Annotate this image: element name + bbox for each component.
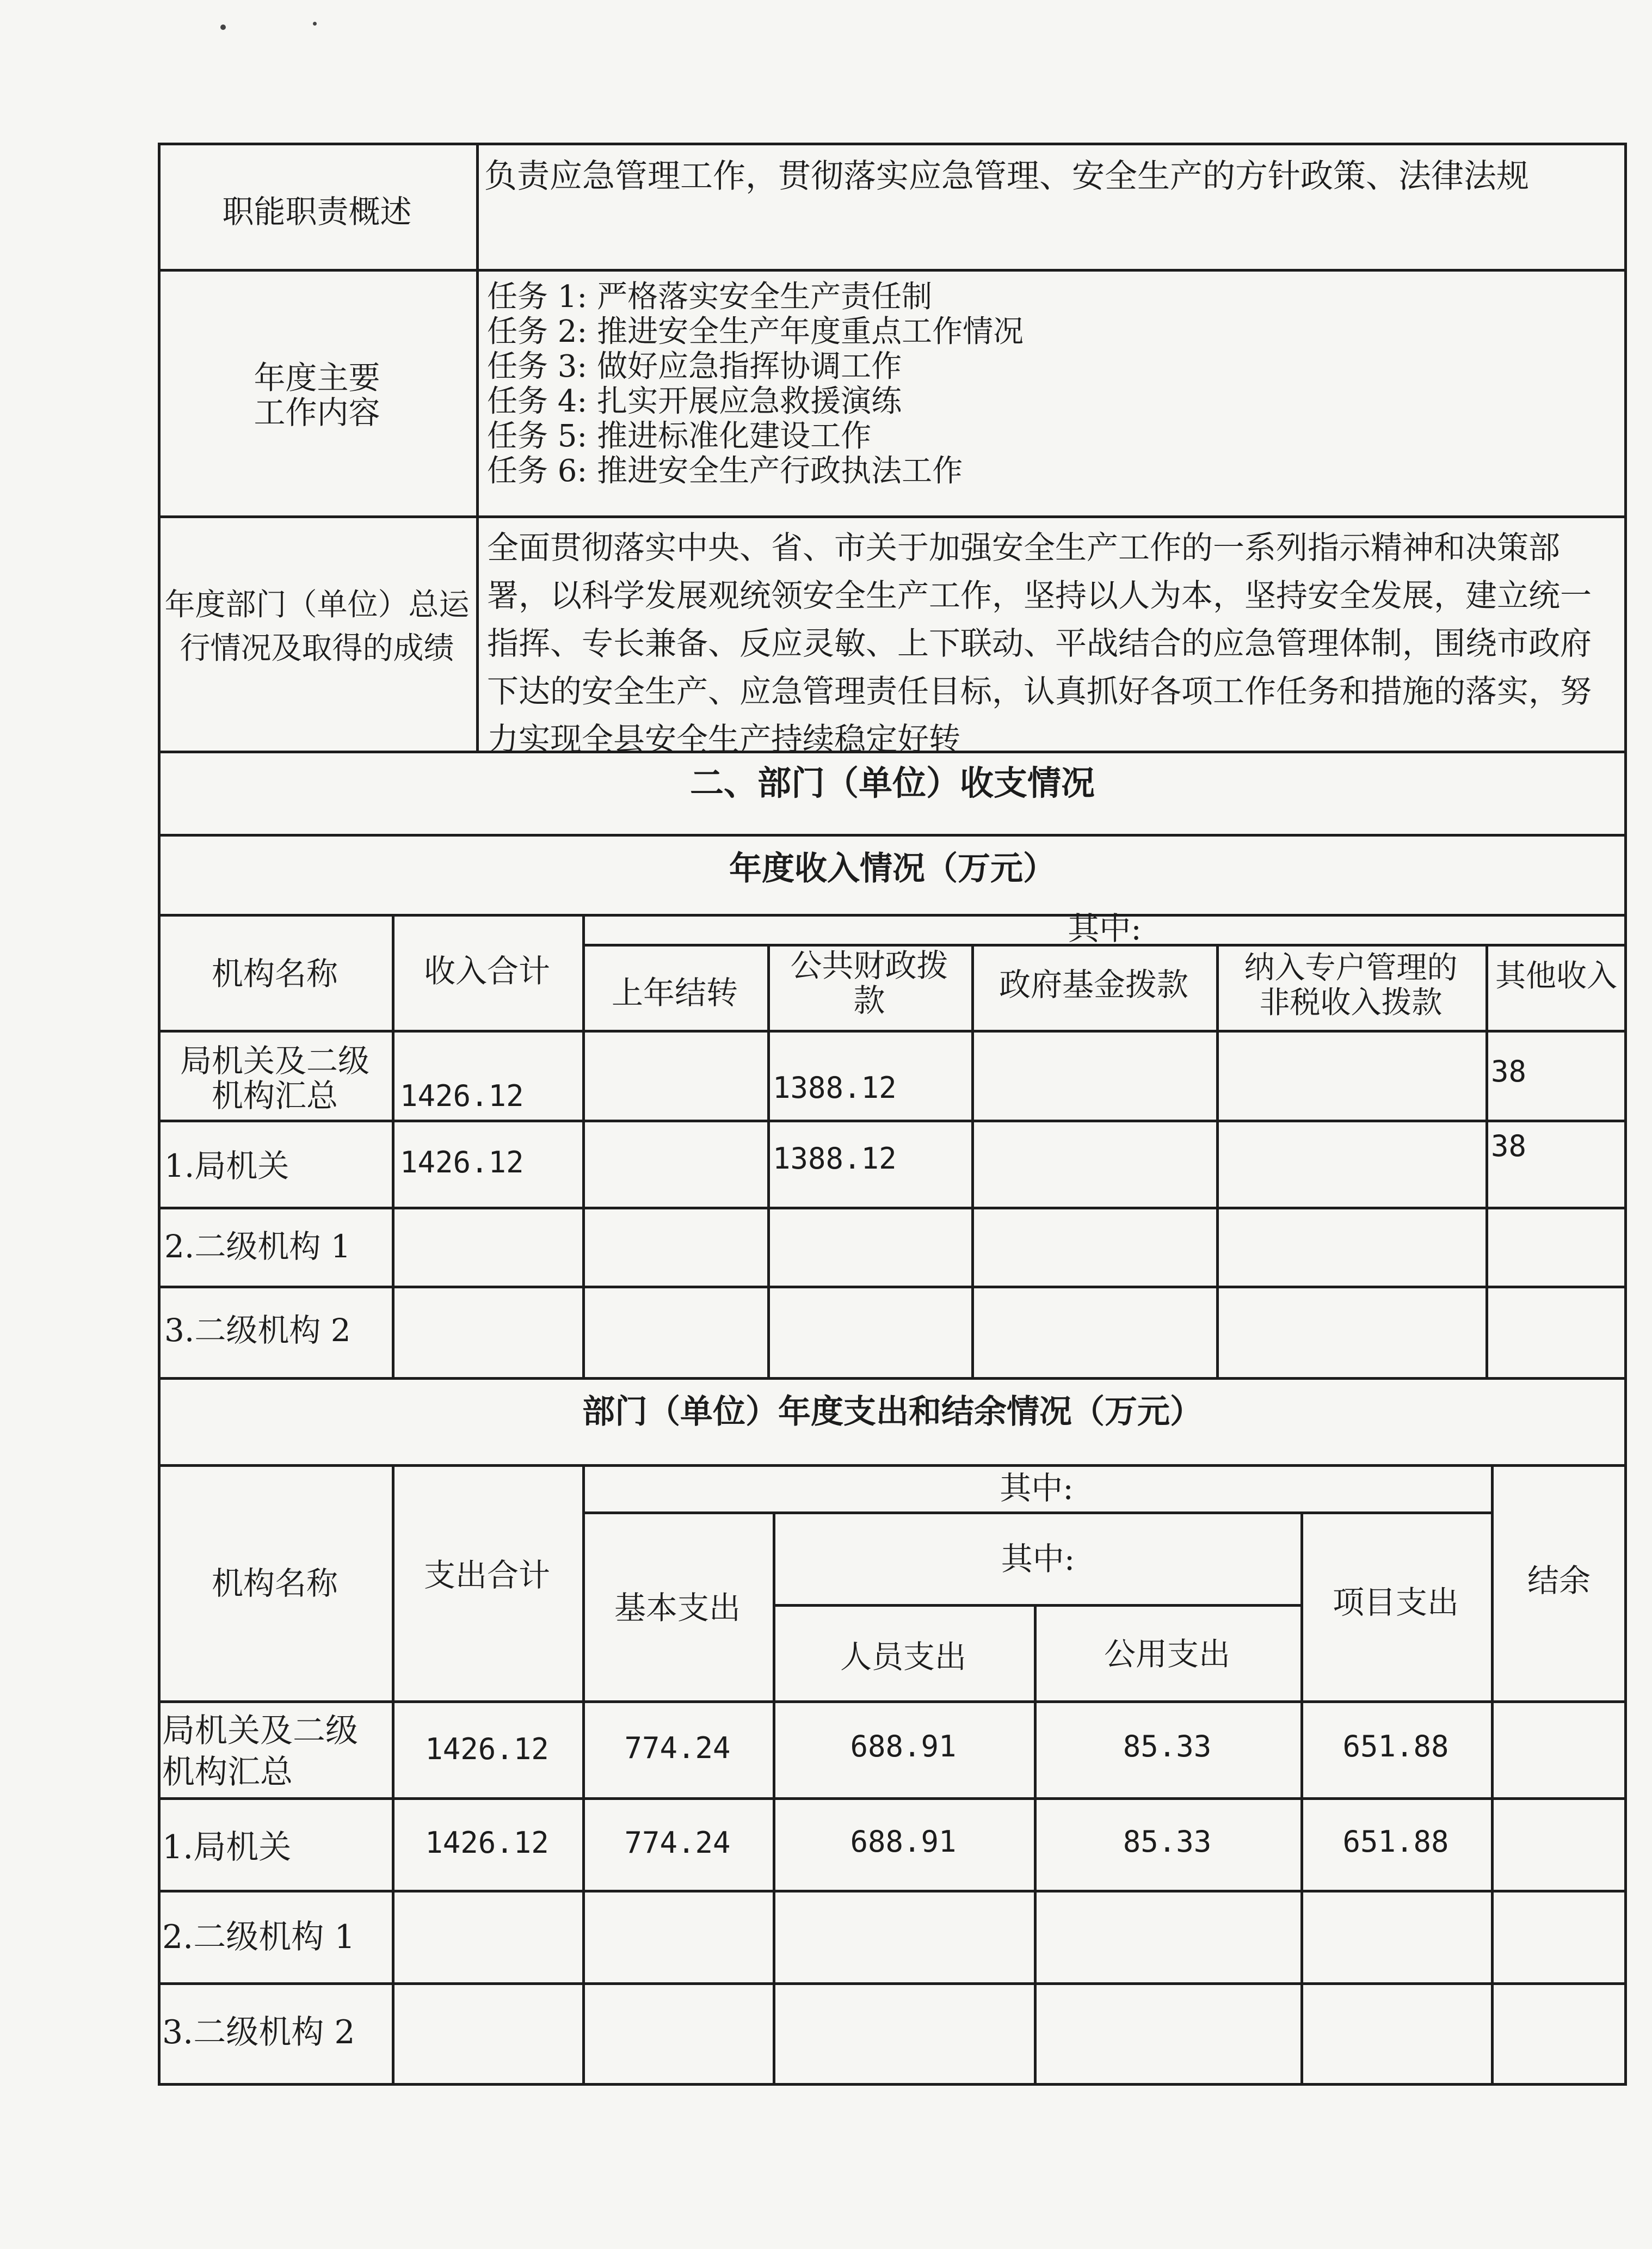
task-item: 任务 5: 推进标准化建设工作 [487, 419, 872, 454]
expense-header-project: 项目支出 [1332, 1584, 1459, 1621]
task-item: 任务 4: 扎实开展应急救援演练 [487, 384, 902, 419]
income-row-public: 1388.12 [773, 1141, 897, 1176]
income-header-other: 其他收入 [1495, 958, 1617, 994]
income-header-public-fiscal [767, 948, 971, 1018]
expense-row-total: 1426.12 [425, 1826, 549, 1860]
report-table [158, 143, 1627, 2086]
expense-row-basic: 774.24 [624, 1731, 731, 1765]
expense-header-personnel: 人员支出 [840, 1638, 966, 1675]
income-header-total: 收入合计 [423, 953, 550, 990]
income-header-public-fiscal-line1: 公共财政拨 [790, 947, 948, 984]
expense-header-balance: 结余 [1527, 1562, 1591, 1599]
expense-header-of-which: 其中: [1000, 1470, 1074, 1507]
expense-row-public-use: 85.33 [1123, 1729, 1212, 1763]
income-row-org: 1.局机关 [164, 1147, 289, 1184]
expense-title: 部门（单位）年度支出和结余情况（万元） [582, 1393, 1203, 1431]
income-header-gov-fund: 政府基金拨款 [998, 966, 1188, 1003]
task-item: 任务 6: 推进安全生产行政执法工作 [487, 453, 963, 489]
annual-work-label [158, 360, 476, 430]
task-list [487, 280, 1024, 489]
duties-label: 职能职责概述 [222, 193, 412, 230]
expense-row-basic: 774.24 [624, 1826, 731, 1860]
income-header-nontax [1216, 951, 1485, 1021]
expense-header-org: 机构名称 [211, 1565, 338, 1602]
income-header-nontax-line1: 纳入专户管理的 [1244, 950, 1458, 986]
income-row-public: 1388.12 [773, 1071, 897, 1105]
income-header-public-fiscal-line2: 款 [853, 982, 885, 1019]
income-row-org-line1: 局机关及二级 [180, 1042, 369, 1079]
expense-header-total: 支出合计 [423, 1557, 550, 1594]
expense-row-project: 651.88 [1342, 1824, 1449, 1859]
expense-header-public-use: 公用支出 [1104, 1636, 1230, 1673]
income-row-org: 3.二级机构 2 [164, 1312, 351, 1349]
income-row-other: 38 [1491, 1129, 1527, 1163]
expense-row-project: 651.88 [1342, 1729, 1449, 1763]
task-item: 任务 2: 推进安全生产年度重点工作情况 [487, 314, 1024, 349]
results-label-line2: 行情况及取得的成绩 [180, 631, 454, 666]
income-row-org-line2: 机构汇总 [211, 1077, 338, 1114]
expense-row-org: 3.二级机构 2 [162, 2013, 355, 2051]
duties-content: 负责应急管理工作，贯彻落实应急管理、安全生产的方针政策、法律法规 [484, 157, 1529, 195]
expense-header-basic: 基本支出 [614, 1589, 741, 1626]
expense-row-personnel: 688.91 [850, 1729, 957, 1763]
expense-row-org: 2.二级机构 1 [162, 1918, 355, 1956]
expense-row-org-line2: 机构汇总 [162, 1753, 293, 1791]
expense-row-org-line1: 局机关及二级 [162, 1712, 358, 1750]
income-row-total: 1426.12 [400, 1079, 524, 1113]
expense-row-org: 1.局机关 [162, 1828, 292, 1866]
scan-speck [220, 24, 226, 30]
results-content: 全面贯彻落实中央、省、市关于加强安全生产工作的一系列指示精神和决策部署，以科学发展观统领安全生产工作，坚持以人为本，坚持安全发展，建立统一指挥、专长兼备、反应灵敏、上下联动、平战结合的应急管理体制，围绕市政府下达的安全生产、应急管理责任目标，认真抓好各项工作任务和措施的落实，努力实现全县安全生产持续稳定好转 [487, 529, 1592, 758]
income-header-of-which: 其中: [1068, 910, 1142, 947]
task-item: 任务 3: 做好应急指挥协调工作 [487, 349, 902, 384]
expense-row-public-use: 85.33 [1123, 1824, 1212, 1859]
annual-work-label-line2: 工作内容 [254, 394, 380, 431]
results-label [158, 583, 476, 671]
income-row-org: 2.二级机构 1 [164, 1228, 351, 1265]
income-title: 年度收入情况（万元） [729, 850, 1056, 888]
income-header-prior-carryover: 上年结转 [611, 974, 738, 1011]
results-label-line1: 年度部门（单位）总运 [164, 587, 470, 623]
expense-row-org [162, 1710, 358, 1793]
expense-header-of-which-inner: 其中: [1001, 1540, 1075, 1577]
income-row-total: 1426.12 [400, 1145, 524, 1179]
income-header-org: 机构名称 [211, 955, 338, 992]
income-row-other: 38 [1491, 1054, 1527, 1089]
scan-speck [313, 22, 317, 26]
expense-row-total: 1426.12 [425, 1732, 549, 1766]
income-row-org [158, 1043, 392, 1113]
section-title: 二、部门（单位）收支情况 [689, 763, 1095, 803]
annual-work-label-line1: 年度主要 [254, 359, 380, 396]
task-item: 任务 1: 严格落实安全生产责任制 [487, 279, 933, 315]
expense-row-personnel: 688.91 [850, 1824, 957, 1859]
income-header-nontax-line2: 非税收入拨款 [1259, 985, 1443, 1021]
